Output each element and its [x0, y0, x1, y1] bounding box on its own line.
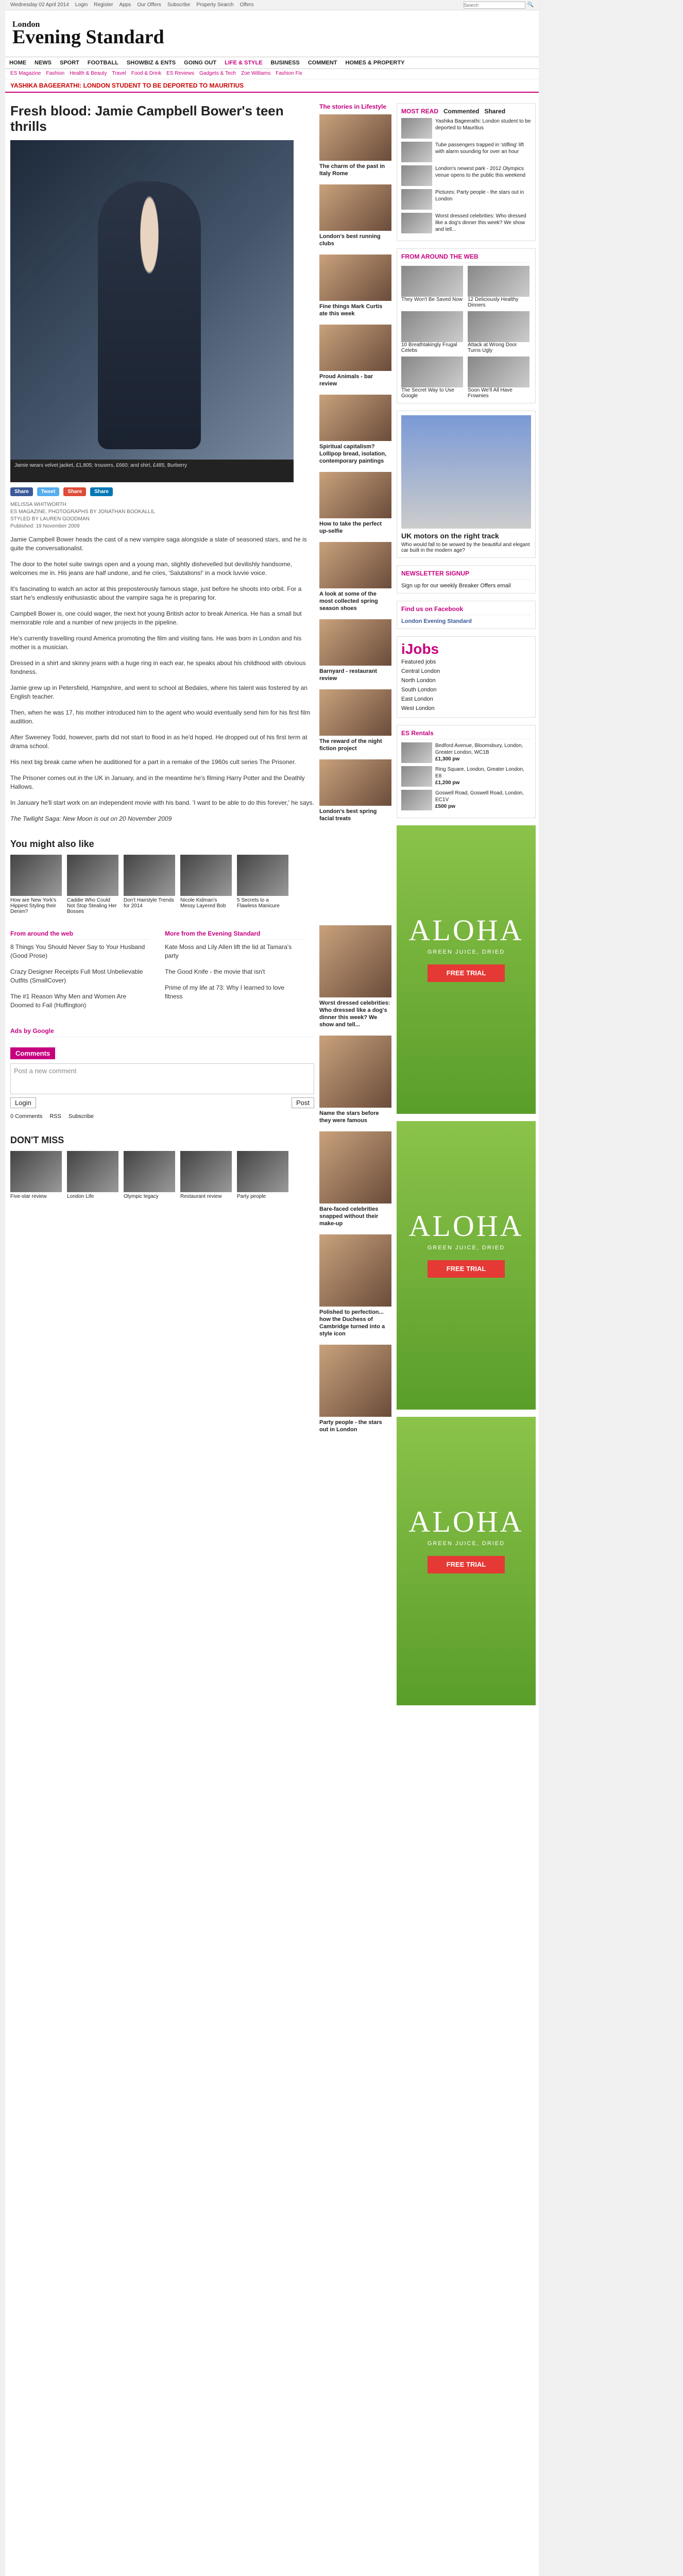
- aloha-ad[interactable]: ALOHA GREEN JUICE, DRIED FREE TRIAL: [397, 825, 536, 1114]
- rental-listing[interactable]: Goswell Road, Goswell Road, London, EC1V £500 pw: [401, 790, 531, 810]
- most-read-item[interactable]: Yashika Bageerathi: London student to be deported to Mauritius: [401, 118, 531, 139]
- nav-homes-property[interactable]: HOMES & PROPERTY: [345, 60, 405, 66]
- article-paragraph: After Sweeney Todd, however, parts did not start to flood in as he'd hoped. He dropped out of his first term at drama school.: [10, 734, 308, 750]
- ads-heading: Ads by Google: [10, 1027, 314, 1037]
- article-paragraph: He's currently travelling round America promoting the film and visiting fans. He was born in London and his mother is a musician.: [10, 635, 302, 651]
- around-web-heading: From around the web: [10, 930, 149, 940]
- lifestyle-card[interactable]: The reward of the night fiction project: [319, 689, 391, 752]
- newsletter-box: [397, 565, 536, 594]
- dont-miss-card[interactable]: Five-star review: [10, 1151, 62, 1199]
- job-link[interactable]: East London: [401, 696, 433, 702]
- dont-miss-card[interactable]: Olympic legacy: [124, 1151, 175, 1199]
- lifestyle-card[interactable]: The charm of the past in Italy Rome: [319, 114, 391, 177]
- most-read-item[interactable]: Worst dressed celebrities: Who dressed like a dog's dinner this week? We show and tell...: [401, 213, 531, 233]
- free-trial-button[interactable]: FREE TRIAL: [428, 1556, 505, 1573]
- lifestyle-card[interactable]: Proud Animals - bar review: [319, 325, 391, 387]
- subnav-travel[interactable]: Travel: [112, 71, 126, 76]
- gallery-column: [319, 925, 391, 1433]
- lifestyle-card[interactable]: London's best running clubs: [319, 184, 391, 247]
- author-name[interactable]: MELISSA WHITWORTH: [10, 502, 66, 507]
- facebook-box: [397, 601, 536, 629]
- rental-listing[interactable]: Bedford Avenue, Bloomsbury, London, Greater London, WC1B £1,300 pw: [401, 742, 531, 763]
- also-like-card[interactable]: How are New York's Hippest Styling their Denim?: [10, 855, 62, 914]
- facebook-heading: Find us on Facebook: [401, 605, 531, 615]
- job-link[interactable]: North London: [401, 677, 436, 684]
- facebook-page-link[interactable]: London Evening Standard: [401, 618, 472, 624]
- also-like-heading: You might also like: [10, 839, 94, 849]
- tab-shared[interactable]: Shared: [484, 108, 506, 115]
- subnav-health-beauty[interactable]: Health & Beauty: [70, 71, 107, 76]
- job-link[interactable]: Central London: [401, 668, 440, 674]
- lifestyle-card[interactable]: How to take the perfect up-selfie: [319, 472, 391, 535]
- tab-most-read[interactable]: MOST READ: [401, 108, 438, 115]
- article-paragraph: Jamie grew up in Petersfield, Hampshire, and went to school at Bedales, where his talent was fostered by an English teacher.: [10, 684, 308, 700]
- search-form: [464, 2, 534, 9]
- hero-image: [10, 140, 294, 460]
- around-web-box: [397, 248, 536, 403]
- web-card[interactable]: The Secret Way to Use Google: [401, 357, 465, 399]
- free-trial-button[interactable]: FREE TRIAL: [428, 1260, 505, 1278]
- more-link[interactable]: Prime of my life at 73: Why I learned to love fitness: [165, 984, 285, 1000]
- credit-line: STYLED BY LAUREN GOODMAN: [10, 516, 90, 522]
- right-rail: [397, 103, 536, 1713]
- our-offers-link[interactable]: Our Offers: [137, 2, 161, 8]
- web-card[interactable]: 12 Deliciously Healthy Dinners: [468, 266, 531, 308]
- credit-line: ES MAGAZINE, PHOTOGRAPHS BY JONATHAN BOOKALLIL: [10, 509, 156, 515]
- dont-miss-heading: DON'T MISS: [10, 1135, 64, 1145]
- offers-link[interactable]: Offers: [240, 2, 254, 8]
- web-link[interactable]: 8 Things You Should Never Say to Your Husband (Good Prose): [10, 943, 145, 959]
- masthead: [5, 10, 539, 57]
- most-read-item[interactable]: London's newest park - 2012 Olympics venue opens to the public this weekend: [401, 165, 531, 186]
- lifestyle-card[interactable]: Barnyard - restaurant review: [319, 619, 391, 682]
- job-link[interactable]: South London: [401, 687, 437, 693]
- register-link[interactable]: Register: [94, 2, 113, 8]
- subnav-fashion-fix[interactable]: Fashion Fix: [276, 71, 302, 76]
- article-paragraph: In January he'll start work on an independent movie with his band. 'I want to be able to do this forever,' he says.: [10, 799, 314, 806]
- also-like-section: [10, 839, 314, 914]
- article-paragraph: Jamie Campbell Bower heads the cast of a new vampire saga alongside a slate of seasoned stars, and he is quite the conversationalist.: [10, 536, 307, 552]
- lifestyle-card[interactable]: Fine things Mark Curtis ate this week: [319, 255, 391, 317]
- breaking-news-text: YASHIKA BAGEERATHI: LONDON STUDENT TO BE DEPORTED TO MAURITIUS: [10, 82, 244, 89]
- gallery-card[interactable]: Bare-faced celebrities snapped without their make-up: [319, 1131, 391, 1227]
- nav-comment[interactable]: COMMENT: [308, 60, 337, 66]
- comments-tab[interactable]: Comments: [10, 1047, 55, 1059]
- more-from-heading: More from the Evening Standard: [165, 930, 304, 940]
- most-read-item[interactable]: Tube passengers trapped in 'stifling' lift with alarm sounding for over an hour: [401, 142, 531, 162]
- subnav-es-reviews[interactable]: ES Reviews: [166, 71, 195, 76]
- article-paragraph: His next big break came when he auditioned for a part in a remake of the 1960s cult series The Prisoner.: [10, 758, 296, 766]
- comments-count: 0 Comments: [10, 1113, 43, 1120]
- rental-listing[interactable]: Ring Square, London, Greater London, E8 £1,200 pw: [401, 766, 531, 787]
- nav-football[interactable]: FOOTBALL: [87, 60, 118, 66]
- lifestyle-column: [319, 103, 391, 1440]
- aloha-ad[interactable]: ALOHA GREEN JUICE, DRIED FREE TRIAL: [397, 1417, 536, 1705]
- around-web-heading: FROM AROUND THE WEB: [401, 253, 531, 263]
- web-card[interactable]: 10 Breathtakingly Frugal Celebs: [401, 311, 465, 353]
- dont-miss-card[interactable]: Restaurant review: [180, 1151, 232, 1199]
- nav-news[interactable]: NEWS: [35, 60, 52, 66]
- login-link[interactable]: Login: [75, 2, 88, 8]
- also-like-grid: [10, 855, 314, 914]
- site-logo[interactable]: London Evening Standard: [12, 20, 164, 48]
- web-link[interactable]: Crazy Designer Receipts Full Most Unbelievable Outfits (SmallCover): [10, 968, 143, 984]
- dont-miss-card[interactable]: Party people: [237, 1151, 288, 1199]
- car-feature-box[interactable]: [397, 411, 536, 558]
- post-button[interactable]: Post: [292, 1097, 314, 1108]
- main-nav: [5, 57, 539, 69]
- also-like-card[interactable]: 5 Secrets to a Flawless Manicure: [237, 855, 288, 914]
- more-link[interactable]: The Good Knife - the movie that isn't: [165, 968, 265, 975]
- hero-caption: Jamie wears velvet jacket, £1,805; trousers, £660; and shirt, £485, Burberry: [10, 460, 294, 482]
- also-like-card[interactable]: Nicole Kidman's Messy Layered Bob: [180, 855, 232, 914]
- web-card[interactable]: They Won't Be Saved Now: [401, 266, 465, 308]
- car-headline: UK motors on the right track: [401, 532, 499, 540]
- search-input[interactable]: [464, 2, 525, 9]
- aloha-ad[interactable]: ALOHA GREEN JUICE, DRIED FREE TRIAL: [397, 1121, 536, 1410]
- car-text: Who would fall to be wowed by the beautiful and elegant car built in the modern age?: [401, 542, 530, 553]
- property-search-link[interactable]: Property Search: [196, 2, 234, 8]
- article-paragraph: Dressed in a shirt and skinny jeans with a huge ring in each ear, he speaks about his childhood with obvious fondness.: [10, 659, 306, 675]
- gallery-card[interactable]: Worst dressed celebrities: Who dressed like a dog's dinner this week? We show and tell...: [319, 925, 391, 1028]
- share-bar: [10, 487, 314, 496]
- lifestyle-heading: The stories in Lifestyle: [319, 103, 387, 110]
- article-paragraph: Campbell Bower is, one could wager, the next hot young British actor to break America. He has a small but memorable role and a number of new projects in the pipeline.: [10, 610, 302, 626]
- nav-showbiz[interactable]: SHOWBIZ & ENTS: [126, 60, 176, 66]
- also-like-card[interactable]: Caddie Who Could Not Stop Stealing Her Bosses: [67, 855, 118, 914]
- rss-link[interactable]: RSS: [49, 1113, 61, 1120]
- subnav-food-drink[interactable]: Food & Drink: [131, 71, 162, 76]
- subscribe-link[interactable]: Subscribe: [68, 1113, 94, 1120]
- nav-home[interactable]: HOME: [9, 60, 26, 66]
- free-trial-button[interactable]: FREE TRIAL: [428, 964, 505, 982]
- facebook-share-button[interactable]: Share: [10, 487, 33, 496]
- dont-miss-section: [10, 1135, 314, 1199]
- date-label: Wednesday 02 April 2014: [10, 2, 69, 8]
- article-paragraph: It's fascinating to watch an actor at this preposterously famous stage, just before he shoots into orbit. For a start he's endlessly enthusiastic about the vampire saga he is preparing for.: [10, 585, 302, 601]
- apps-link[interactable]: Apps: [119, 2, 131, 8]
- nav-life-style[interactable]: LIFE & STYLE: [225, 60, 263, 66]
- nav-sport[interactable]: SPORT: [60, 60, 79, 66]
- article-paragraph: Then, when he was 17, his mother introduced him to the agent who would eventually send him for his first film audition.: [10, 709, 311, 725]
- web-card[interactable]: Attack at Wrong Door Turns Ugly: [468, 311, 531, 353]
- twitter-share-button[interactable]: Tweet: [37, 487, 60, 496]
- article-paragraph: The Prisoner comes out in the UK in January, and in the meantime he's filming Harry Potter and the Deathly Hallows.: [10, 774, 305, 790]
- subnav-zoe-williams[interactable]: Zoe Williams: [241, 71, 271, 76]
- lifestyle-card[interactable]: Spiritual capitalism? Lollipop bread, isolation, contemporary paintings: [319, 395, 391, 465]
- gallery-card[interactable]: Name the stars before they were famous: [319, 1036, 391, 1124]
- tab-commented[interactable]: Commented: [443, 108, 480, 115]
- search-icon[interactable]: 🔍: [527, 2, 534, 8]
- most-read-item[interactable]: Pictures: Party people - the stars out in London: [401, 189, 531, 210]
- byline: [10, 501, 314, 530]
- jobs-box: [397, 636, 536, 718]
- recommended-links: [10, 930, 314, 1017]
- article-footnote: The Twilight Saga: New Moon is out on 20 November 2009: [10, 815, 172, 822]
- lifestyle-card[interactable]: London's best spring facial treats: [319, 759, 391, 822]
- article-column: [10, 103, 314, 1199]
- breaking-news-banner[interactable]: [5, 79, 539, 93]
- gallery-card[interactable]: Party people - the stars out in London: [319, 1345, 391, 1433]
- linkedin-share-button[interactable]: Share: [90, 487, 113, 496]
- rentals-heading: ES Rentals: [401, 730, 531, 739]
- newsletter-heading: NEWSLETTER SIGNUP: [401, 570, 531, 580]
- nav-business[interactable]: BUSINESS: [270, 60, 300, 66]
- gallery-card[interactable]: Polished to perfection... how the Duchess of Cambridge turned into a style icon: [319, 1234, 391, 1337]
- subnav-gadgets[interactable]: Gadgets & Tech: [199, 71, 236, 76]
- ijobs-logo[interactable]: iJobs: [401, 641, 439, 657]
- article-title: Fresh blood: Jamie Campbell Bower's teen thrills: [10, 103, 284, 134]
- nav-going-out[interactable]: GOING OUT: [184, 60, 217, 66]
- web-link[interactable]: The #1 Reason Why Men and Women Are Doomed to Fail (Huffington): [10, 993, 127, 1009]
- subscribe-link[interactable]: Subscribe: [167, 2, 191, 8]
- comment-input[interactable]: Post a new comment: [10, 1063, 314, 1094]
- car-image: [401, 415, 531, 529]
- rentals-box: [397, 725, 536, 818]
- google-share-button[interactable]: Share: [63, 487, 86, 496]
- publish-date: Published: 19 November 2009: [10, 523, 80, 529]
- login-button[interactable]: Login: [10, 1097, 36, 1108]
- subnav-es-magazine[interactable]: ES Magazine: [10, 71, 41, 76]
- newsletter-text[interactable]: Sign up for our weekly Breaker Offers email: [401, 583, 511, 589]
- ads-block: [10, 1027, 314, 1037]
- dont-miss-card[interactable]: London Life: [67, 1151, 118, 1199]
- lifestyle-card[interactable]: A look at some of the most collected spring season shoes: [319, 542, 391, 612]
- subnav-fashion[interactable]: Fashion: [46, 71, 65, 76]
- job-link[interactable]: Featured jobs: [401, 659, 436, 665]
- also-like-card[interactable]: Don't Hairstyle Trends for 2014: [124, 855, 175, 914]
- web-card[interactable]: Soon We'll All Have Frownies: [468, 357, 531, 399]
- most-read-box: [397, 103, 536, 241]
- top-utility-bar: [5, 0, 539, 10]
- sub-nav: [5, 69, 539, 79]
- more-link[interactable]: Kate Moss and Lily Allen lift the lid at Tamara's party: [165, 943, 292, 959]
- job-link[interactable]: West London: [401, 705, 435, 711]
- article-paragraph: The door to the hotel suite swings open and a young man, slightly dishevelled but devilishly handsome, welcomes me in. His jeans are half undone, and he cries, 'Salutations!' in a mock luvvie voice.: [10, 561, 293, 577]
- comments-section: [10, 1047, 314, 1120]
